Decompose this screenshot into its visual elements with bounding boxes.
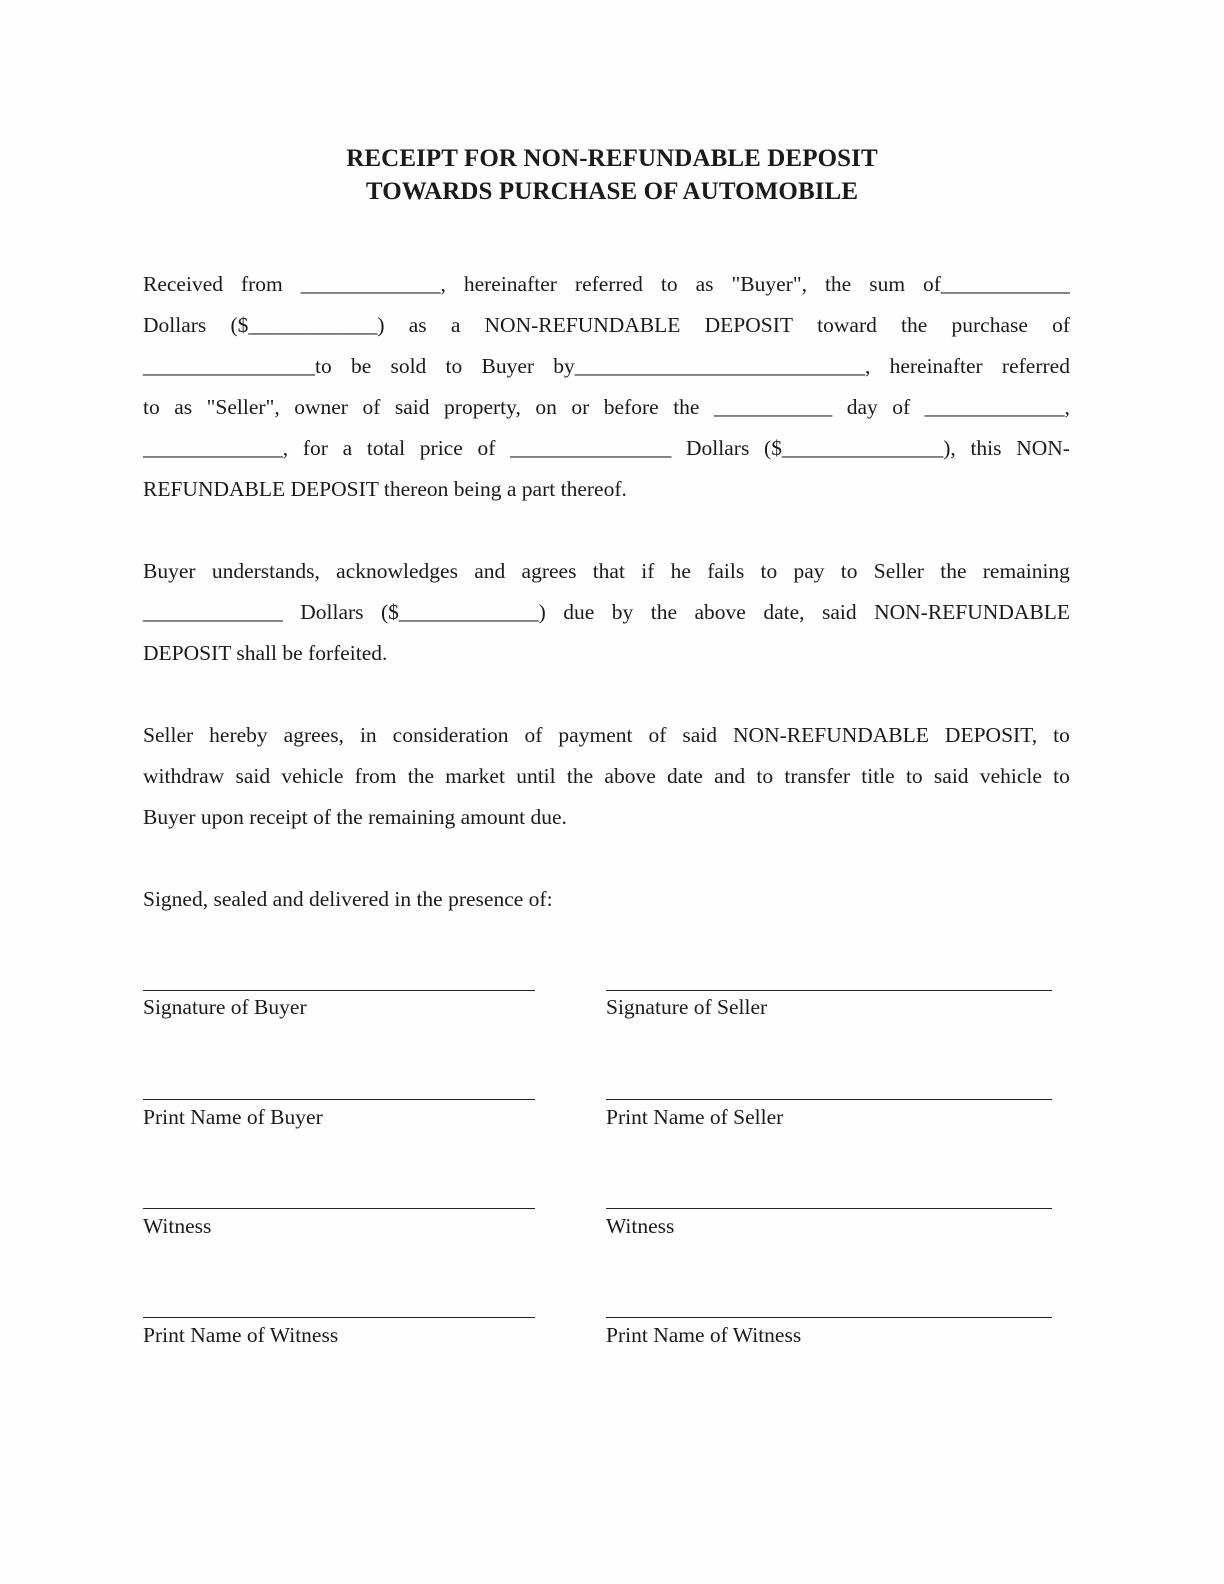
paragraph-word: from xyxy=(240,272,283,296)
paragraph-word: "Buyer", xyxy=(731,272,807,296)
paragraph-word: ___________ xyxy=(713,395,833,419)
paragraph-word: DEPOSIT xyxy=(704,313,793,337)
paragraph-word: of xyxy=(477,436,496,460)
paragraph-line xyxy=(143,761,1070,791)
paragraph-word: said xyxy=(933,764,969,788)
paragraph-word: to xyxy=(660,272,678,296)
paragraph-line xyxy=(143,310,1070,340)
paragraph-word: to xyxy=(760,559,778,583)
paragraph-word: until xyxy=(516,764,556,788)
paragraph-word: owner xyxy=(294,395,348,419)
paragraph-word: Dollars xyxy=(686,436,750,460)
paragraph-word: of xyxy=(892,395,911,419)
paragraph-word: Dollars xyxy=(300,600,364,624)
paragraph-word: above xyxy=(604,764,656,788)
witness-left-line[interactable] xyxy=(143,1208,535,1209)
paragraph-word: as xyxy=(695,272,714,296)
paragraph-word: remaining xyxy=(982,559,1070,583)
paragraph-word: payment xyxy=(558,723,633,747)
print-name-seller-label: Print Name of Seller xyxy=(606,1105,784,1129)
paragraph-word: market xyxy=(445,764,505,788)
paragraph-word: to xyxy=(445,354,463,378)
paragraph-word: NON-REFUNDABLE xyxy=(484,313,681,337)
paragraph-word: toward xyxy=(817,313,877,337)
paragraph-word: fails xyxy=(707,559,745,583)
paragraph-word: for xyxy=(302,436,328,460)
paragraph-line xyxy=(143,720,1070,750)
paragraph-word: if xyxy=(641,559,655,583)
paragraph-word: vehicle xyxy=(281,764,344,788)
paragraph-line xyxy=(143,269,1070,299)
paragraph-word: hereby xyxy=(209,723,268,747)
print-name-buyer-label: Print Name of Buyer xyxy=(143,1105,323,1129)
paragraph-word: purchase xyxy=(951,313,1028,337)
paragraph-word: of xyxy=(1052,313,1070,337)
print-name-witness-left-line[interactable] xyxy=(143,1317,535,1318)
paragraph-word: said xyxy=(682,723,718,747)
paragraph-word: a xyxy=(450,313,461,337)
paragraph-word: he xyxy=(670,559,691,583)
paragraph-line: REFUNDABLE DEPOSIT thereon being a part thereof. xyxy=(143,477,627,501)
witness-right-line[interactable] xyxy=(606,1208,1052,1209)
paragraph-word: the xyxy=(407,764,434,788)
paragraph-word: to xyxy=(840,559,858,583)
paragraph-word: Dollars xyxy=(143,313,207,337)
paragraph-word: the xyxy=(566,764,594,788)
paragraph-word: or xyxy=(571,395,590,419)
paragraph-word: and xyxy=(714,764,746,788)
paragraph-word: day xyxy=(846,395,878,419)
paragraph-word: transfer xyxy=(784,764,850,788)
paragraph-word: price xyxy=(419,436,463,460)
paragraph-word: agrees, xyxy=(283,723,344,747)
paragraph-word: _____________, xyxy=(300,272,446,296)
paragraph-word: and xyxy=(474,559,506,583)
paragraph-word: referred xyxy=(1001,354,1070,378)
paragraph-word: acknowledges xyxy=(336,559,458,583)
print-name-witness-right-label: Print Name of Witness xyxy=(606,1323,802,1347)
paragraph-word: on xyxy=(535,395,557,419)
paragraph-word: by___________________________, xyxy=(553,354,871,378)
paragraph-word: referred xyxy=(574,272,643,296)
paragraph-word: above xyxy=(694,600,746,624)
document-title-line-2: TOWARDS PURCHASE OF AUTOMOBILE xyxy=(365,178,859,205)
paragraph-word: that xyxy=(592,559,625,583)
signature-buyer-line[interactable] xyxy=(143,990,535,991)
paragraph-word: to xyxy=(1053,764,1070,788)
paragraph-word: NON- xyxy=(1016,436,1070,460)
paragraph-word: NON-REFUNDABLE xyxy=(733,723,929,747)
paragraph-word: before xyxy=(603,395,659,419)
paragraph-word: of xyxy=(524,723,543,747)
paragraph-word: in xyxy=(359,723,377,747)
signature-seller-line[interactable] xyxy=(606,990,1052,991)
paragraph-word: ($_____________) xyxy=(380,600,546,624)
paragraph-word: this xyxy=(970,436,1002,460)
paragraph-word: of xyxy=(362,395,381,419)
witness-right-label: Witness xyxy=(606,1214,675,1238)
paragraph-line xyxy=(143,392,1070,422)
paragraph-word: the xyxy=(650,600,678,624)
paragraph-word: from xyxy=(354,764,397,788)
paragraph-word: _______________ xyxy=(510,436,672,460)
paragraph-line: DEPOSIT shall be forfeited. xyxy=(143,641,388,665)
paragraph-word: NON-REFUNDABLE xyxy=(874,600,1070,624)
paragraph-line xyxy=(143,351,1070,381)
paragraph-word: as xyxy=(174,395,193,419)
paragraph-word: be xyxy=(350,354,372,378)
paragraph-word: sold xyxy=(390,354,427,378)
paragraph-word: "Seller", xyxy=(206,395,280,419)
paragraph-word: to xyxy=(756,764,774,788)
paragraph-line xyxy=(143,433,1070,463)
signature-seller-label: Signature of Seller xyxy=(606,995,768,1019)
paragraph-word: hereinafter xyxy=(463,272,557,296)
paragraph-word: the xyxy=(940,559,967,583)
paragraph-word: the xyxy=(901,313,928,337)
document-title-line-1: RECEIPT FOR NON-REFUNDABLE DEPOSIT xyxy=(346,145,878,172)
paragraph-word: _____________, xyxy=(924,395,1070,419)
paragraph-word: pay xyxy=(793,559,825,583)
paragraph-word: _____________, xyxy=(143,436,289,460)
paragraph-word: property, xyxy=(444,395,521,419)
paragraph-word: by xyxy=(611,600,634,624)
paragraph-word: title xyxy=(861,764,895,788)
paragraph-word: due xyxy=(563,600,595,624)
paragraph-word: of xyxy=(648,723,667,747)
paragraph-word: to xyxy=(905,764,923,788)
print-name-buyer-line[interactable] xyxy=(143,1099,535,1100)
paragraph-word: the xyxy=(673,395,700,419)
paragraph-word: DEPOSIT, xyxy=(944,723,1038,747)
paragraph-word: withdraw xyxy=(143,764,225,788)
paragraph-word: understands, xyxy=(211,559,320,583)
paragraph-word: said xyxy=(235,764,271,788)
paragraph-word: as xyxy=(408,313,427,337)
paragraph-word: vehicle xyxy=(979,764,1042,788)
paragraph-word: agrees xyxy=(521,559,577,583)
signature-buyer-label: Signature of Buyer xyxy=(143,995,307,1019)
paragraph-word: Buyer xyxy=(143,559,196,583)
paragraph-word: Received xyxy=(143,272,223,296)
print-name-witness-right-line[interactable] xyxy=(606,1317,1052,1318)
paragraph-word: said xyxy=(821,600,857,624)
paragraph-word: Seller xyxy=(143,723,194,747)
paragraph-word: ________________to xyxy=(143,354,332,378)
paragraph-line: Buyer upon receipt of the remaining amount due. xyxy=(143,805,567,829)
paragraph-word: to xyxy=(1053,723,1070,747)
paragraph-word: _____________ xyxy=(143,600,283,624)
paragraph-word: date, xyxy=(763,600,805,624)
paragraph-line xyxy=(143,556,1070,586)
paragraph-line xyxy=(143,597,1070,627)
paragraph-word: of____________ xyxy=(923,272,1070,296)
paragraph-word: total xyxy=(366,436,406,460)
paragraph-word: to xyxy=(143,395,160,419)
paragraph-word: consideration xyxy=(392,723,509,747)
paragraph-word: ($_______________), xyxy=(764,436,956,460)
paragraph-word: Buyer xyxy=(481,354,535,378)
paragraph-word: date xyxy=(667,764,703,788)
print-name-witness-left-label: Print Name of Witness xyxy=(143,1323,339,1347)
paragraph-word: ($____________) xyxy=(230,313,385,337)
paragraph-word: hereinafter xyxy=(889,354,983,378)
paragraph-word: the xyxy=(824,272,852,296)
paragraph-word: said xyxy=(394,395,430,419)
paragraph-line: Signed, sealed and delivered in the presence of: xyxy=(143,887,553,911)
paragraph-word: sum xyxy=(869,272,906,296)
witness-left-label: Witness xyxy=(143,1214,212,1238)
print-name-seller-line[interactable] xyxy=(606,1099,1052,1100)
paragraph-word: a xyxy=(342,436,353,460)
paragraph-word: Seller xyxy=(873,559,924,583)
